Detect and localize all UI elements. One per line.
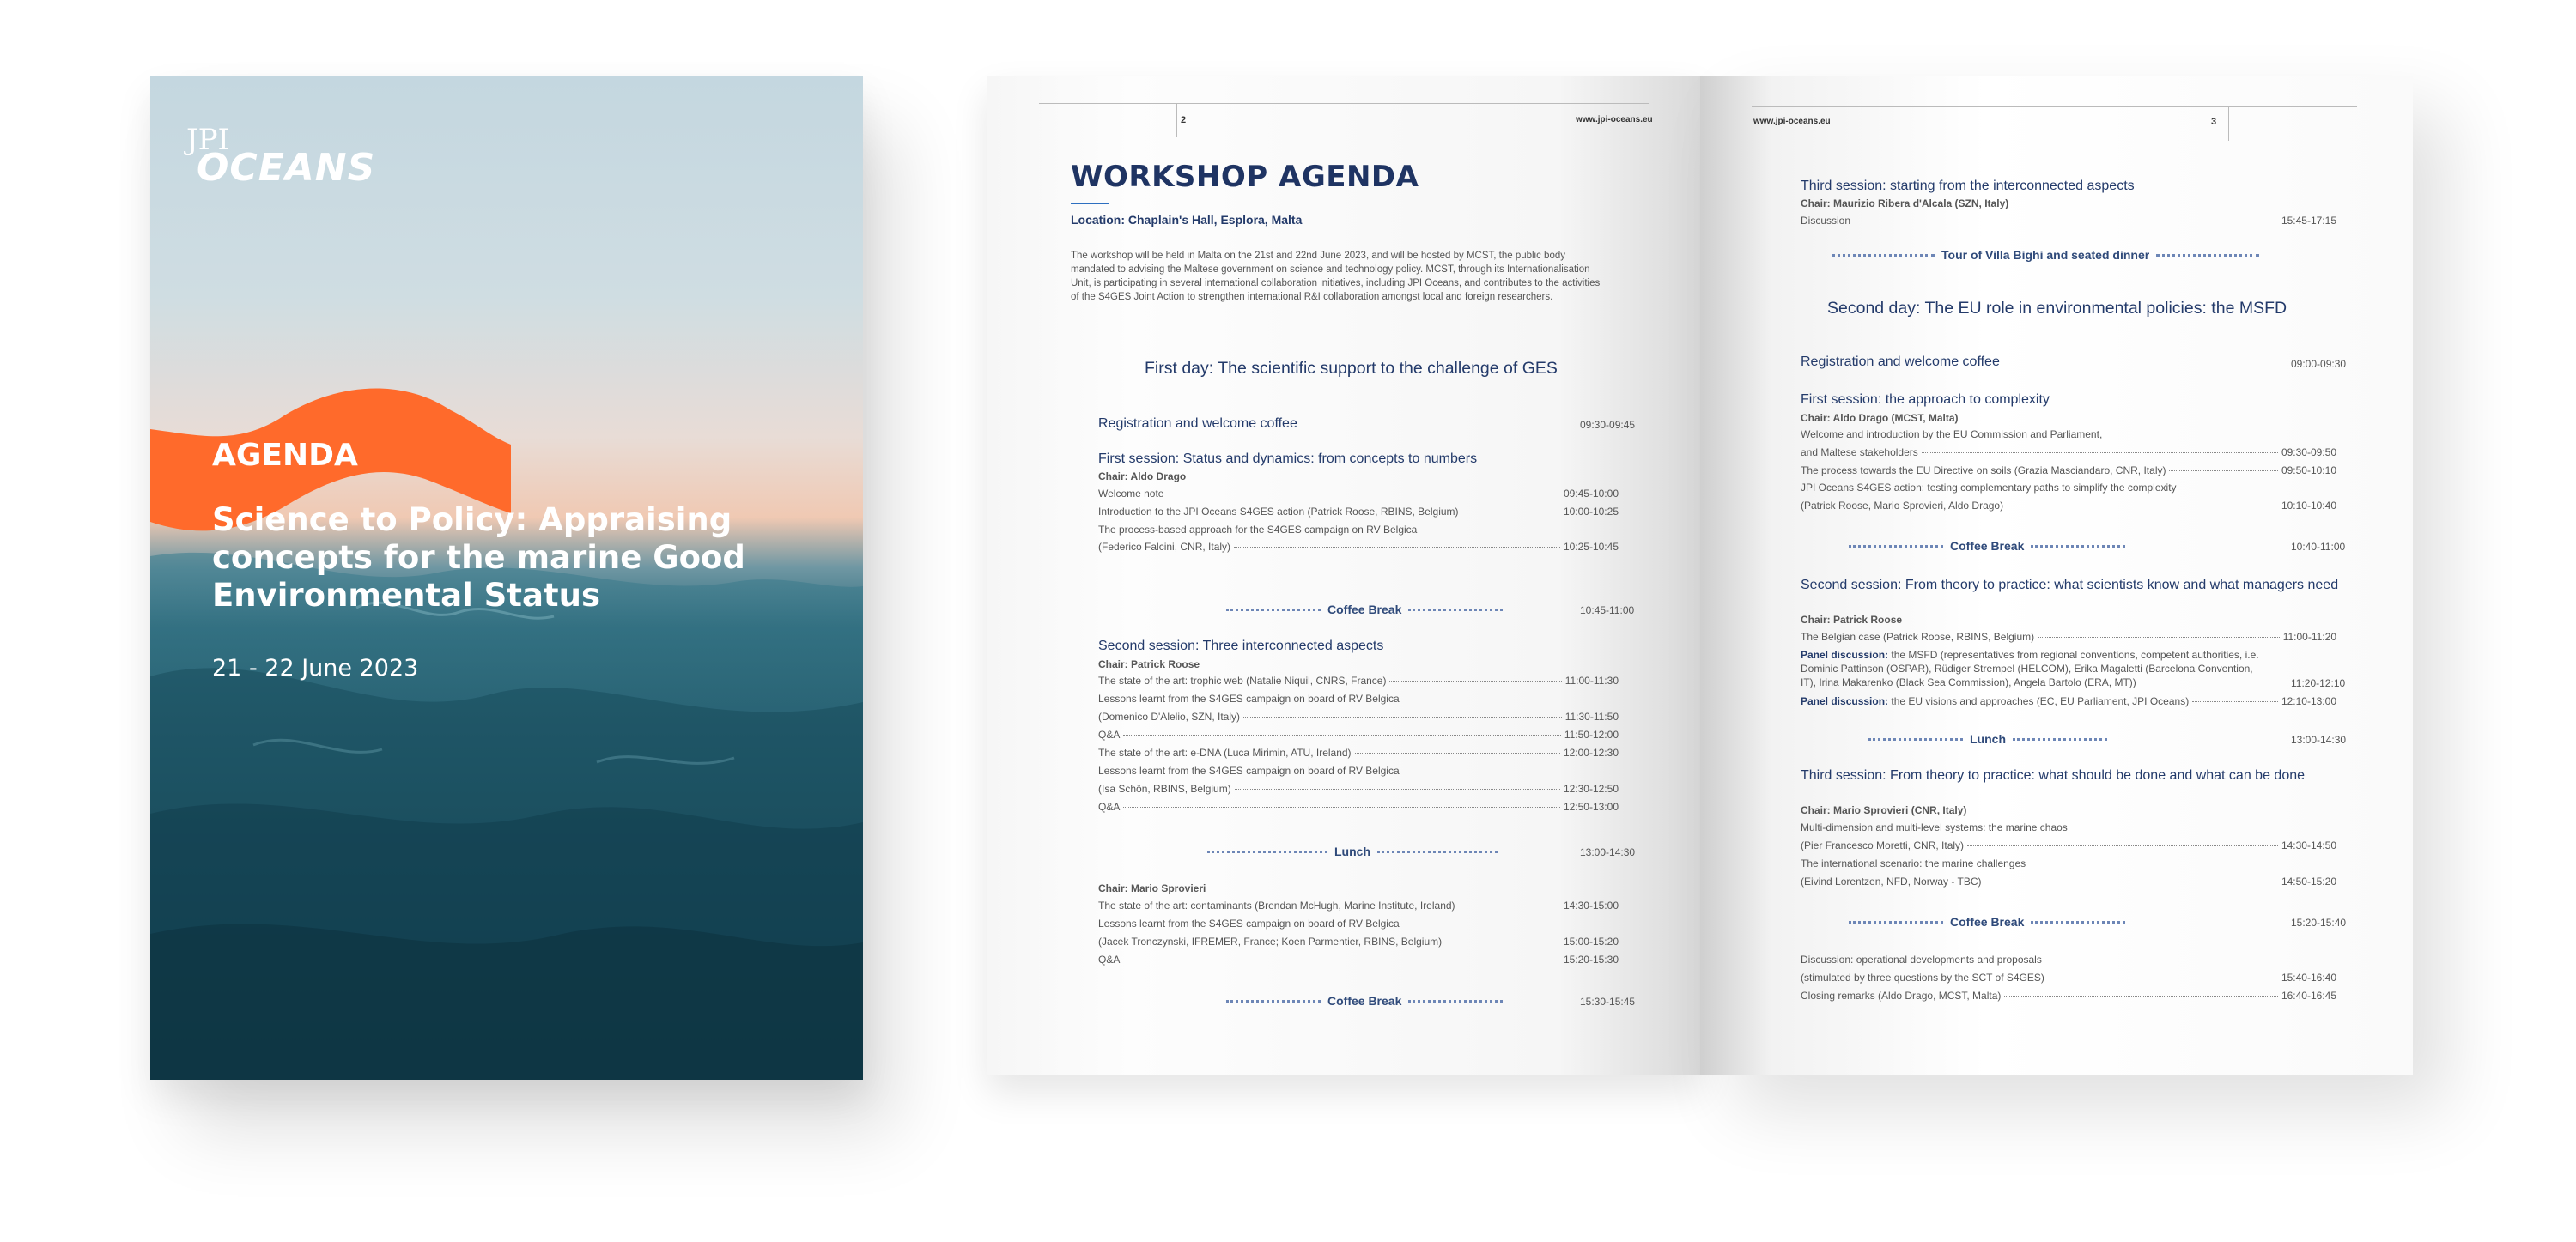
- agenda-item: (Domenico D'Alelio, SZN, Italy) 11:30-11:50: [1098, 711, 1619, 723]
- registration-time: 09:30-09:45: [1580, 419, 1636, 431]
- header-rule: [1752, 106, 2241, 107]
- agenda-item: Discussion 15:45-17:15: [1801, 215, 2336, 227]
- panel-time: 11:20-12:10: [2291, 677, 2346, 689]
- break-time: 10:45-11:00: [1580, 604, 1635, 616]
- agenda-item: (Patrick Roose, Mario Sprovieri, Aldo Drago) 10:10-10:40: [1801, 500, 2336, 512]
- coffee-break: Coffee Break: [1842, 915, 2132, 929]
- session-chair: Chair: Mario Sprovieri (CNR, Italy): [1801, 804, 1967, 816]
- header-rule: [1039, 103, 1176, 104]
- session-title: Second session: From theory to practice: what scientists know and what managers need: [1801, 578, 2339, 592]
- session-title: Second session: Three interconnected aspects: [1098, 639, 1384, 653]
- session-chair: Chair: Aldo Drago (MCST, Malta): [1801, 412, 1959, 424]
- panel-discussion: Panel discussion: the EU visions and approaches (EC, EU Parliament, JPI Oceans) 12:10-13:00: [1801, 695, 2336, 707]
- cover-dates: 21 - 22 June 2023: [212, 655, 419, 682]
- agenda-item-line: Lessons learnt from the S4GES campaign on board of RV Belgica: [1098, 918, 1400, 930]
- agenda-item: and Maltese stakeholders 09:30-09:50: [1801, 446, 2336, 458]
- agenda-item-line: Lessons learnt from the S4GES campaign on board of RV Belgica: [1098, 765, 1400, 777]
- agenda-item: Introduction to the JPI Oceans S4GES action (Patrick Roose, RBINS, Belgium) 10:00-10:25: [1098, 506, 1619, 518]
- header-rule: [2228, 106, 2357, 107]
- registration-time: 09:00-09:30: [2291, 358, 2347, 370]
- registration-title: Registration and welcome coffee: [1098, 416, 1297, 431]
- coffee-break: Coffee Break: [1842, 539, 2132, 553]
- agenda-item-line: JPI Oceans S4GES action: testing complementary paths to simplify the complexity: [1801, 482, 2177, 494]
- title-underline: [1071, 203, 1109, 204]
- agenda-item-line: Discussion: operational developments and proposals: [1801, 954, 2042, 966]
- lunch-break: Lunch: [1862, 732, 2114, 746]
- agenda-item-line: Multi-dimension and multi-level systems: the marine chaos: [1801, 821, 2068, 833]
- session-chair: Chair: Maurizio Ribera d'Alcala (SZN, Italy): [1801, 197, 2009, 209]
- agenda-item: Q&A 15:20-15:30: [1098, 954, 1619, 966]
- agenda-item-line: Welcome and introduction by the EU Commission and Parliament,: [1801, 428, 2103, 440]
- agenda-item-line: The international scenario: the marine challenges: [1801, 857, 2026, 869]
- break-time: 15:20-15:40: [2291, 917, 2347, 929]
- session-title: First session: the approach to complexity: [1801, 392, 2050, 407]
- header-rule: [2228, 106, 2229, 141]
- agenda-item: The process towards the EU Directive on soils (Grazia Masciandaro, CNR, Italy) 09:50-10:10: [1801, 464, 2336, 476]
- agenda-item: The state of the art: trophic web (Natalie Niquil, CNRS, France) 11:00-11:30: [1098, 675, 1619, 687]
- agenda-item: (Eivind Lorentzen, NFD, Norway - TBC) 14:50-15:20: [1801, 875, 2336, 888]
- lunch-time: 13:00-14:30: [1580, 846, 1636, 858]
- session-chair: Chair: Aldo Drago: [1098, 470, 1187, 482]
- agenda-item: Closing remarks (Aldo Drago, MCST, Malta) 16:40-16:45: [1801, 990, 2336, 1002]
- page-title: WORKSHOP AGENDA: [1071, 160, 1419, 194]
- agenda-page-3: [1700, 76, 2413, 1075]
- session-chair: Chair: Patrick Roose: [1801, 614, 1903, 626]
- session-title: Third session: From theory to practice: what should be done and what can be done: [1801, 768, 2306, 783]
- dinner-break: Tour of Villa Bighi and seated dinner: [1825, 248, 2266, 262]
- cover-title: Science to Policy: Appraising concepts for the marine Good Environmental Status: [212, 501, 745, 614]
- lunch-break: Lunch: [1200, 845, 1504, 858]
- registration-title: Registration and welcome coffee: [1801, 354, 2000, 369]
- cover-label: AGENDA: [212, 438, 358, 473]
- page-number: 2: [1181, 115, 1187, 125]
- agenda-item-line: The process-based approach for the S4GES campaign on RV Belgica: [1098, 524, 1418, 536]
- header-rule: [1176, 103, 1177, 137]
- header-url: www.jpi-oceans.eu: [1753, 117, 1831, 126]
- agenda-item: The state of the art: contaminants (Brendan McHugh, Marine Institute, Ireland) 14:30-15:00: [1098, 900, 1619, 912]
- location: Location: Chaplain's Hall, Esplora, Malta: [1071, 213, 1303, 227]
- agenda-item: (Jacek Tronczynski, IFREMER, France; Koen Parmentier, RBINS, Belgium) 15:00-15:20: [1098, 936, 1619, 948]
- header-url: www.jpi-oceans.eu: [1576, 115, 1653, 124]
- agenda-item: (Isa Schön, RBINS, Belgium) 12:30-12:50: [1098, 783, 1619, 795]
- agenda-page-2: [987, 76, 1700, 1075]
- page-number: 3: [2211, 117, 2217, 127]
- agenda-item: (Pier Francesco Moretti, CNR, Italy) 14:30-14:50: [1801, 839, 2336, 851]
- session-chair: Chair: Patrick Roose: [1098, 658, 1200, 670]
- oceans-logo-text: OCEANS: [197, 146, 376, 190]
- brochure-cover: [150, 76, 863, 1080]
- agenda-item: The state of the art: e-DNA (Luca Mirimin, ATU, Ireland) 12:00-12:30: [1098, 747, 1619, 759]
- agenda-item: Welcome note 09:45-10:00: [1098, 488, 1619, 500]
- lunch-time: 13:00-14:30: [2291, 734, 2347, 746]
- agenda-item: The Belgian case (Patrick Roose, RBINS, Belgium) 11:00-11:20: [1801, 631, 2336, 643]
- agenda-item: (stimulated by three questions by the SCT of S4GES) 15:40-16:40: [1801, 972, 2336, 984]
- coffee-break: Coffee Break: [1219, 603, 1510, 616]
- agenda-item: Q&A 11:50-12:00: [1098, 729, 1619, 741]
- day-one-title: First day: The scientific support to the challenge of GES: [1145, 359, 1558, 378]
- jpi-logo-text: JPI: [186, 123, 229, 157]
- day-two-title: Second day: The EU role in environmental policies: the MSFD: [1827, 299, 2287, 318]
- agenda-item: (Federico Falcini, CNR, Italy) 10:25-10:45: [1098, 541, 1619, 553]
- break-time: 10:40-11:00: [2291, 541, 2346, 553]
- session-title: First session: Status and dynamics: from concepts to numbers: [1098, 451, 1478, 466]
- break-time: 15:30-15:45: [1580, 996, 1636, 1008]
- panel-discussion: Panel discussion: the MSFD (representatives from regional conventions, competent authorities, i.e. Dominic Pattinson (OSPAR), Rüdiger Strempel (HELCOM), Erika Magaletti (Barcelona Convention, IT), Irina Makarenko (Black Sea Commission), Angela Bartolo (ERA, MT)): [1801, 649, 2259, 688]
- agenda-item: Q&A 12:50-13:00: [1098, 801, 1619, 813]
- agenda-item-line: Lessons learnt from the S4GES campaign on board of RV Belgica: [1098, 693, 1400, 705]
- intro-paragraph: The workshop will be held in Malta on the 21st and 22nd June 2023, and will be hosted by MCST, the public body mandated to advising the Maltese government on science and technology policy. MCST, through its Internationalisation Unit, is participating in several international collaboration initiatives, including JPI Oceans, and contributes to the activities of the S4GES Joint Action to strengthen international R&I collaboration amongst local and foreign researchers.: [1071, 251, 1601, 302]
- header-rule: [1176, 103, 1649, 104]
- coffee-break: Coffee Break: [1219, 994, 1510, 1008]
- session-chair: Chair: Mario Sprovieri: [1098, 882, 1206, 894]
- session-title: Third session: starting from the interconnected aspects: [1801, 179, 2135, 193]
